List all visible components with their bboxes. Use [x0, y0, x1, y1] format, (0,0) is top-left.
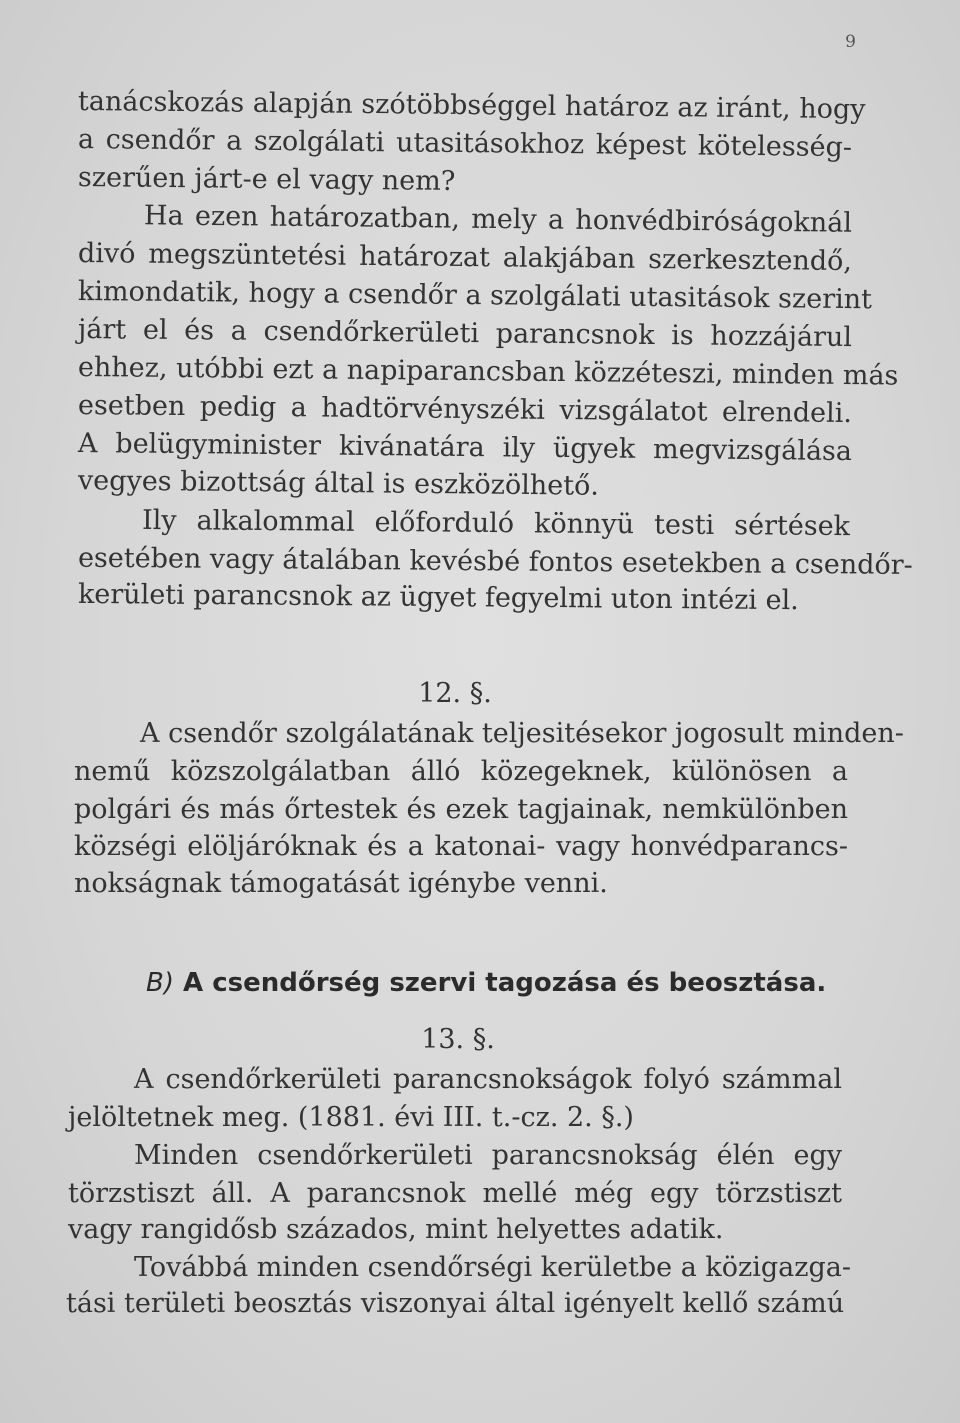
- text-line: nemű közszolgálatban álló közegeknek, különösen a: [74, 756, 848, 787]
- text-line: esetében vagy átalában kevésbé fontos esetekben a csendőr-: [77, 542, 913, 581]
- text-line: nokságnak támogatását igénybe venni.: [74, 868, 608, 899]
- text-line: vegyes bizottság által is eszközölhető.: [77, 465, 600, 502]
- text-line: szerűen járt-e el vagy nem?: [77, 162, 456, 197]
- text-line: Továbbá minden csendőrségi kerületbe a közigazga-: [134, 1252, 851, 1283]
- text-line: kerületi parancsnok az ügyet fegyelmi uton intézi el.: [77, 578, 799, 617]
- text-line: Ily alkalommal előforduló könnyü testi sértések: [141, 504, 851, 543]
- text-line: ehhez, utóbbi ezt a napiparancsban közzéteszi, minden más: [77, 351, 899, 392]
- text-line: A csendőrkerületi parancsnokságok folyó számmal: [134, 1064, 842, 1095]
- text-line: esetben pedig a hadtörvényszéki vizsgálatot elrendeli.: [77, 389, 853, 430]
- section-heading-12: 12. §.: [418, 678, 492, 709]
- text-line: A csendőr szolgálatának teljesitésekor jogosult minden-: [140, 718, 904, 749]
- text-line: kimondatik, hogy a csendőr a szolgálati utasitások szerint: [77, 275, 873, 316]
- page-number: 9: [845, 32, 856, 52]
- text-line: tanácskozás alapján szótöbbséggel határoz az iránt, hogy: [77, 85, 866, 126]
- text-line: törzstiszt áll. A parancsnok mellé még egy törzstiszt: [68, 1178, 842, 1209]
- text-line: divó megszüntetési határozat alakjában szerkesztendő,: [77, 237, 853, 278]
- text-line: községi elöljáróknak és a katonai- vagy honvédparancs-: [74, 831, 848, 862]
- text-line: A belügyminister kivánatára ily ügyek megvizsgálása: [77, 427, 853, 468]
- section-title-text: A csendőrség szervi tagozása és beosztása.: [183, 968, 827, 998]
- text-line: tási területi beosztás viszonyai által igényelt kellő számú: [66, 1288, 845, 1319]
- section-title-b: [146, 970, 826, 996]
- text-line: Minden csendőrkerületi parancsnokság élén egy: [134, 1140, 842, 1171]
- text-line: a csendőr a szolgálati utasitásokhoz képest kötelesség-: [77, 123, 853, 164]
- section-heading-13: 13. §.: [421, 1024, 495, 1055]
- text-line: vagy rangidősb százados, mint helyettes adatik.: [68, 1214, 724, 1245]
- text-line: jelöltetnek meg. (1881. évi III. t.-cz. 2. §.): [68, 1102, 634, 1133]
- text-line: polgári és más őrtestek és ezek tagjainak, nemkülönben: [74, 794, 848, 825]
- text-line: járt el és a csendőrkerületi parancsnok is hozzájárul: [77, 313, 853, 354]
- text-line: Ha ezen határozatban, mely a honvédbiróságoknál: [143, 200, 853, 239]
- section-letter: B): [146, 968, 174, 998]
